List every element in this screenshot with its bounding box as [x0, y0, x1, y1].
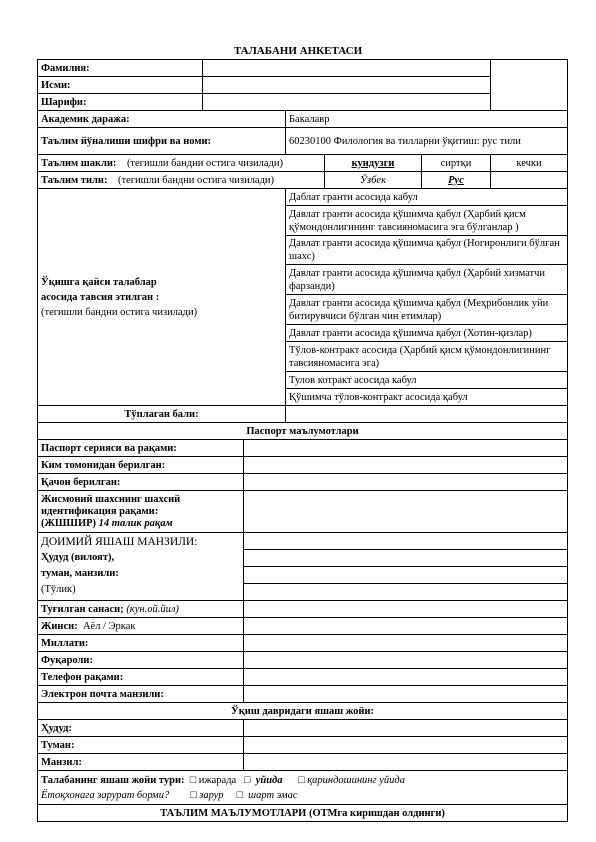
gender-field[interactable]	[244, 618, 568, 635]
passport-issued-date-field[interactable]	[244, 474, 568, 491]
study-address-label: Манзил:	[38, 754, 244, 771]
option-home: уйида	[255, 774, 283, 786]
education-language-option-uzbek[interactable]: Ўзбек	[325, 172, 422, 189]
gender-label: Жинси:	[41, 620, 78, 632]
student-form-table	[37, 59, 568, 822]
nationality-field[interactable]	[244, 635, 568, 652]
admission-option[interactable]: Тўлов-контракт асосида (Ҳарбий қисм қўмондонлигининг тавсияномасига эга)	[286, 342, 568, 372]
citizenship-field[interactable]	[244, 652, 568, 669]
study-residence-header: Ўқиш давридаги яшаш жойи:	[38, 703, 568, 720]
education-language-row	[38, 172, 325, 189]
education-language-hint: (тегишли бандни остига чизилади)	[117, 174, 275, 186]
residence-label-cell	[38, 533, 244, 601]
residence-field[interactable]	[244, 567, 568, 584]
admission-option[interactable]: Тулов котракт асосида кабул	[286, 372, 568, 389]
education-form-hint: (тегишли бандни остига чизилади)	[126, 157, 284, 169]
residence-field[interactable]	[244, 533, 568, 550]
admission-option[interactable]: Давлат гранти асосида қўшимча қабул (Хотин-қизлар)	[286, 325, 568, 342]
pinfl-label-line1: Жисмоний шахснинг шахсий	[41, 493, 181, 505]
pinfl-label-line2: идентификация рақами:	[41, 505, 159, 517]
admission-label-line2: асосида тавсия этилган :	[41, 291, 160, 303]
admission-option[interactable]: Давлат гранти асосида қўшимча қабул (Меҳрибонлик уйи битирувчиси бўлган чин етимлар)	[286, 295, 568, 325]
birth-date-label: Туғилган санаси;	[41, 603, 124, 615]
residence-field[interactable]	[244, 584, 568, 601]
residence-label-line4: (Тўлик)	[41, 584, 76, 595]
name-field[interactable]	[203, 77, 491, 94]
admission-option[interactable]: Давлат гранти асосида қўшимча қабул (Ҳарбий қисм қўмондонлигининг тавсияномасига эга бўлганлар )	[286, 206, 568, 236]
study-district-label: Туман:	[38, 737, 244, 754]
residence-label-line2: Ҳудуд (вилоят),	[41, 552, 115, 563]
pinfl-field[interactable]	[244, 491, 568, 533]
passport-header: Паспорт маълумотлари	[38, 423, 568, 440]
option-rent: ижарада	[198, 774, 237, 786]
birth-date-field[interactable]	[244, 601, 568, 618]
patronymic-label: Шарифи:	[38, 94, 203, 111]
photo-box	[491, 60, 568, 111]
passport-series-label: Паспорт серияси ва рақами:	[38, 440, 244, 457]
patronymic-field[interactable]	[203, 94, 491, 111]
name-label: Исми:	[38, 77, 203, 94]
admission-option[interactable]: Қўшимча тўлов-контракт асосида қабул	[286, 389, 568, 406]
surname-field[interactable]	[203, 60, 491, 77]
pinfl-label-line3: (ЖШШИР)	[41, 517, 97, 529]
option-relative: қариндошининг уйида	[307, 774, 405, 786]
education-form-row	[38, 155, 325, 172]
option-dorm-not-needed: шарт эмас	[248, 789, 298, 801]
residence-label-line3: туман, манзили:	[41, 568, 119, 579]
residence-field[interactable]	[244, 550, 568, 567]
admission-option[interactable]: Даблат гранти асосида кабул	[286, 189, 568, 206]
education-form-option-evening[interactable]: кечки	[491, 155, 568, 172]
checkbox-dorm-not-needed[interactable]: □	[236, 789, 243, 801]
dorm-label: Ётоқхонага зарурат борми?	[41, 789, 170, 801]
passport-issued-by-field[interactable]	[244, 457, 568, 474]
page-title: ТАЛАБАНИ АНКЕТАСИ	[233, 45, 363, 57]
study-region-label: Ҳудуд:	[38, 720, 244, 737]
admission-label-cell	[38, 189, 286, 406]
birth-date-label-cell	[38, 601, 244, 618]
gender-value[interactable]: Аёл / Эркак	[82, 620, 136, 632]
education-language-option-russian[interactable]: Рус	[422, 172, 491, 189]
academic-degree-value: Бакалавр	[286, 111, 568, 128]
checkbox-rent[interactable]: □	[189, 774, 197, 786]
birth-date-format: (кун.ой.йил)	[126, 603, 179, 615]
admission-option[interactable]: Давлат гранти асосида қўшимча қабул (Ногиронлиги бўлган шахс)	[286, 236, 568, 265]
education-form-option-day[interactable]: кундузги	[325, 155, 422, 172]
residence-label-line1: ДОИМИЙ ЯШАШ МАНЗИЛИ:	[41, 536, 198, 548]
residence-type-cell	[38, 771, 568, 805]
study-district-field[interactable]	[244, 737, 568, 754]
email-field[interactable]	[244, 686, 568, 703]
passport-series-field[interactable]	[244, 440, 568, 457]
passport-issued-by-label: Ким томонидан берилган:	[38, 457, 244, 474]
phone-label: Телефон рақами:	[38, 669, 244, 686]
academic-degree-label: Академик даража:	[38, 111, 286, 128]
study-address-field[interactable]	[244, 754, 568, 771]
residence-type-label: Талабанинг яшаш жойи тури:	[41, 774, 185, 786]
direction-label: Таълим йўналиши шифри ва номи:	[38, 128, 286, 155]
gender-label-cell	[38, 618, 244, 635]
citizenship-label: Фуқароли:	[38, 652, 244, 669]
direction-value: 60230100 Филология ва тилларни ўқитиш: рус тили	[286, 128, 568, 155]
nationality-label: Миллати:	[38, 635, 244, 652]
admission-label-line3: (тегишли бандни остига чизилади)	[41, 306, 198, 318]
checkbox-dorm-needed[interactable]: □	[190, 789, 197, 801]
checkbox-home[interactable]: □	[244, 774, 251, 786]
phone-field[interactable]	[244, 669, 568, 686]
checkbox-relative[interactable]: □	[298, 774, 305, 786]
education-info-header: ТАЪЛИМ МАЪЛУМОТЛАРИ (ОТМга киришдан олдинги)	[38, 805, 568, 822]
surname-label: Фамилия:	[38, 60, 203, 77]
education-language-label: Таълим тили:	[41, 174, 108, 186]
score-field[interactable]	[286, 406, 568, 423]
pinfl-note: 14 талик рақам	[98, 517, 173, 529]
pinfl-label-cell	[38, 491, 244, 533]
option-dorm-needed: зарур	[199, 789, 224, 801]
admission-label-line1: Ўқишга қайси талаблар	[41, 276, 157, 288]
education-form-option-correspondence[interactable]: сиртқи	[422, 155, 491, 172]
score-label: Тўплаган бали:	[38, 406, 286, 423]
study-region-field[interactable]	[244, 720, 568, 737]
passport-issued-date-label: Қачон берилган:	[38, 474, 244, 491]
admission-option[interactable]: Давлат гранти асосида қўшимча қабул (Ҳарбий хизматчи фарзанди)	[286, 265, 568, 295]
education-language-empty	[491, 172, 568, 189]
email-label: Электрон почта манзили:	[38, 686, 244, 703]
education-form-label: Таълим шакли:	[41, 157, 117, 169]
